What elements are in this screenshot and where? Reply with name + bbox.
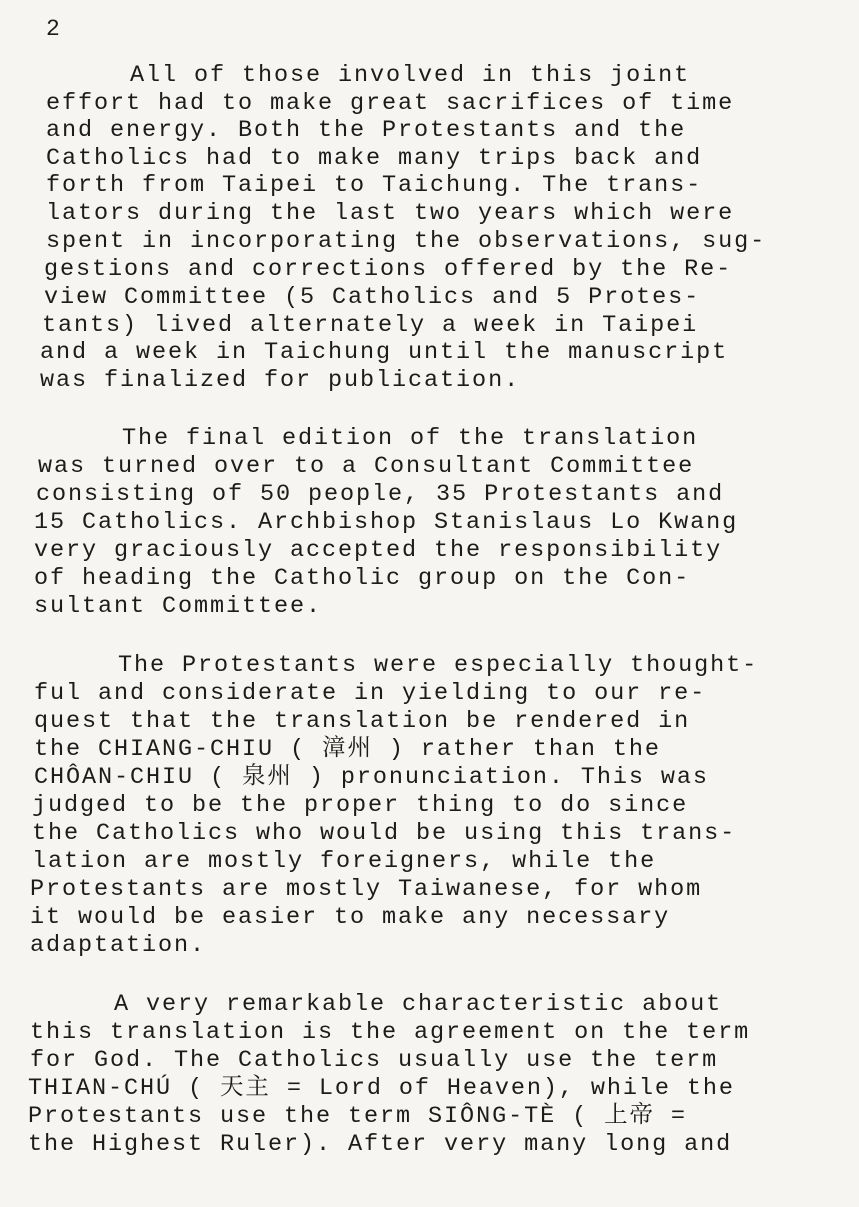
text-line: Catholics had to make many trips back and — [46, 145, 703, 172]
text-line: CHÔAN-CHIU ( 泉州 ) pronunciation. This was — [34, 764, 709, 791]
text-line: lation are mostly foreigners, while the — [32, 848, 657, 875]
text-line: this translation is the agreement on the term — [30, 1019, 751, 1046]
text-line: was finalized for publication. — [40, 367, 521, 394]
text-line: adaptation. — [30, 932, 207, 959]
text-line: Protestants use the term SIÔNG-TÈ ( 上帝 = — [28, 1103, 687, 1130]
page-number: 2 — [46, 16, 61, 42]
text-line: A very remarkable characteristic about — [114, 991, 723, 1018]
text-line: THIAN-CHÚ ( 天主 = Lord of Heaven), while the — [28, 1075, 735, 1102]
text-line: the CHIANG-CHIU ( 漳州 ) rather than the — [34, 736, 661, 763]
text-line: very graciously accepted the responsibility — [34, 537, 723, 564]
text-line: effort had to make great sacrifices of time — [46, 90, 735, 117]
text-line: Protestants are mostly Taiwanese, for whom — [30, 876, 703, 903]
text-line: the Highest Ruler). After very many long and — [28, 1131, 733, 1158]
text-line: The Protestants were especially thought- — [118, 652, 759, 679]
text-line: and a week in Taichung until the manuscript — [40, 339, 729, 366]
text-line: of heading the Catholic group on the Con- — [34, 565, 691, 592]
text-line: gestions and corrections offered by the Re- — [44, 256, 733, 283]
text-line: for God. The Catholics usually use the term — [30, 1047, 719, 1074]
text-line: view Committee (5 Catholics and 5 Protes- — [44, 284, 701, 311]
text-line: lators during the last two years which were — [46, 200, 735, 227]
text-line: All of those involved in this joint — [130, 62, 691, 89]
text-line: tants) lived alternately a week in Taipei — [42, 312, 699, 339]
text-line: consisting of 50 people, 35 Protestants and — [36, 481, 725, 508]
text-line: was turned over to a Consultant Committee — [38, 453, 695, 480]
text-line: ful and considerate in yielding to our re- — [34, 680, 707, 707]
text-line: 15 Catholics. Archbishop Stanislaus Lo Kwang — [34, 509, 739, 536]
text-line: sultant Committee. — [34, 593, 323, 620]
text-line: forth from Taipei to Taichung. The trans- — [46, 172, 703, 199]
text-line: The final edition of the translation — [122, 425, 699, 452]
text-line: and energy. Both the Protestants and the — [46, 117, 687, 144]
text-line: the Catholics who would be using this trans- — [32, 820, 737, 847]
text-line: it would be easier to make any necessary — [30, 904, 671, 931]
text-line: spent in incorporating the observations, sug- — [46, 228, 767, 255]
text-line: quest that the translation be rendered in — [34, 708, 691, 735]
text-line: judged to be the proper thing to do since — [32, 792, 689, 819]
